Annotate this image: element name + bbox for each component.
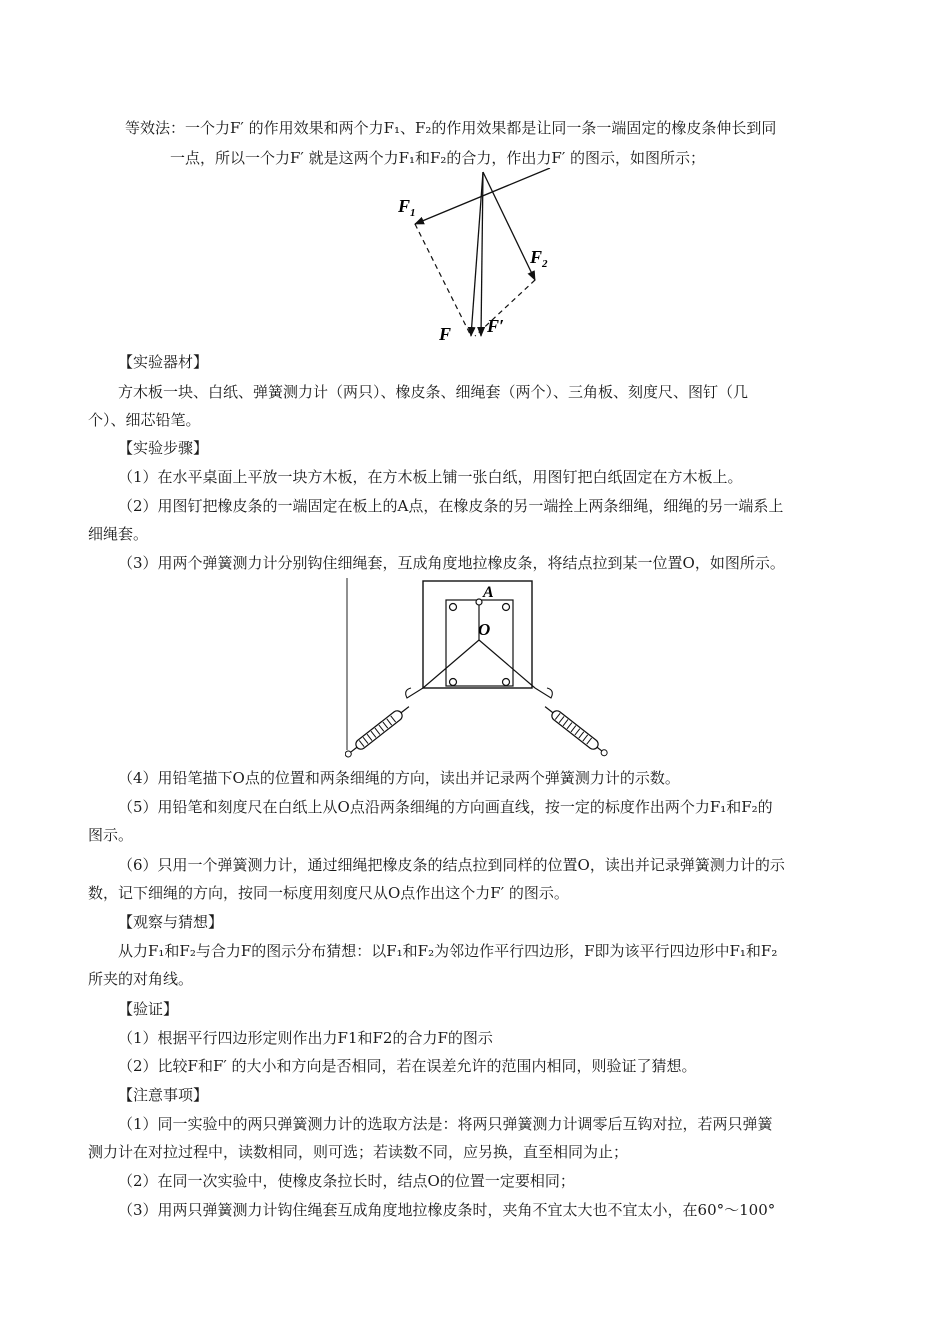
materials-heading: 【实验器材】 xyxy=(118,353,209,371)
materials-line-1: 方木板一块、白纸、弹簧测力计（两只）、橡皮条、细绳套（两个）、三角板、刻度尺、图钉（几 xyxy=(118,383,749,401)
note-3: （3）用两只弹簧测力计钩住绳套互成角度地拉橡皮条时，夹角不宜太大也不宜太小，在60°～100° xyxy=(118,1201,776,1219)
label-o: O xyxy=(478,620,491,639)
thumbtack-icon xyxy=(450,604,457,611)
f2-label: $F_2$ xyxy=(530,247,548,270)
step-5-line-2: 图示。 xyxy=(88,826,134,844)
note-2: （2）在同一次实验中，使橡皮条拉长时，结点O的位置一定要相同； xyxy=(118,1172,575,1190)
verify-1: （1）根据平行四边形定则作出力F1和F2的合力F的图示 xyxy=(118,1029,493,1047)
f2-arrow xyxy=(483,172,535,280)
thumbtack-icon xyxy=(450,679,457,686)
verify-heading: 【验证】 xyxy=(118,1000,179,1018)
label-a: A xyxy=(483,584,494,601)
step-2-line-2: 细绳套。 xyxy=(88,525,149,543)
notes-heading: 【注意事项】 xyxy=(118,1086,209,1104)
verify-2: （2）比较F和F′ 的大小和方向是否相同，若在误差允许的范围内相同，则验证了猜想。 xyxy=(118,1057,697,1075)
note-1-line-1: （1）同一实验中的两只弹簧测力计的选取方法是：将两只弹簧测力计调零后互钩对拉，若两只弹簧 xyxy=(118,1115,773,1133)
force-parallelogram-diagram xyxy=(395,168,565,346)
thumbtack-icon xyxy=(503,604,510,611)
point-a-icon xyxy=(476,599,482,605)
note-1-line-2: 测力计在对拉过程中，读数相同，则可选；若读数不同，应另换，直至相同为止； xyxy=(88,1143,629,1161)
step-5-line-1: （5）用铅笔和刻度尺在白纸上从O点沿两条细绳的方向画直线，按一定的标度作出两个力F₁和F₂的 xyxy=(118,798,773,816)
observe-line-2: 所夹的对角线。 xyxy=(88,970,194,988)
observe-heading: 【观察与猜想】 xyxy=(118,913,224,931)
intro-line-1: 等效法：一个力F′ 的作用效果和两个力F₁、F₂的作用效果都是让同一条一端固定的橡皮条伸长到同 xyxy=(125,119,777,137)
f1-label: $F_1$ xyxy=(398,196,416,219)
intro-line-2: 一点，所以一个力F′ 就是这两个力F₁和F₂的合力，作出力F′ 的图示，如图所示； xyxy=(170,149,706,167)
experiment-setup-diagram xyxy=(345,578,610,758)
observe-line-1: 从力F₁和F₂与合力F的图示分布猜想：以F₁和F₂为邻边作平行四边形，F即为该平行四边形中F₁和F₂ xyxy=(118,942,778,960)
spring-scale-left-icon xyxy=(345,703,412,758)
step-2-line-1: （2）用图钉把橡皮条的一端固定在板上的A点，在橡皮条的另一端拴上两条细绳，细绳的另一端系上 xyxy=(118,497,784,515)
f-label: F xyxy=(439,324,452,344)
dashed-side-2 xyxy=(475,280,535,336)
thumbtack-icon xyxy=(503,679,510,686)
fprime-label: F′ xyxy=(487,316,505,336)
materials-line-2: 个）、细芯铅笔。 xyxy=(88,411,201,429)
step-4: （4）用铅笔描下O点的位置和两条细绳的方向，读出并记录两个弹簧测力计的示数。 xyxy=(118,769,680,787)
step-6-line-2: 数，记下细绳的方向，按同一标度用刻度尺从O点作出这个力F′ 的图示。 xyxy=(88,884,569,902)
step-3: （3）用两个弹簧测力计分别钩住细绳套，互成角度地拉橡皮条，将结点拉到某一位置O，如图所示。 xyxy=(118,554,785,572)
dashed-side-1 xyxy=(415,224,471,336)
spring-scale-right-icon xyxy=(542,703,610,758)
step-6-line-1: （6）只用一个弹簧测力计，通过细绳把橡皮条的结点拉到同样的位置O，读出并记录弹簧测力计的示 xyxy=(118,856,785,874)
steps-heading: 【实验步骤】 xyxy=(118,439,209,457)
step-1: （1）在水平桌面上平放一块方木板，在方木板上铺一张白纸，用图钉把白纸固定在方木板上。 xyxy=(118,468,743,486)
